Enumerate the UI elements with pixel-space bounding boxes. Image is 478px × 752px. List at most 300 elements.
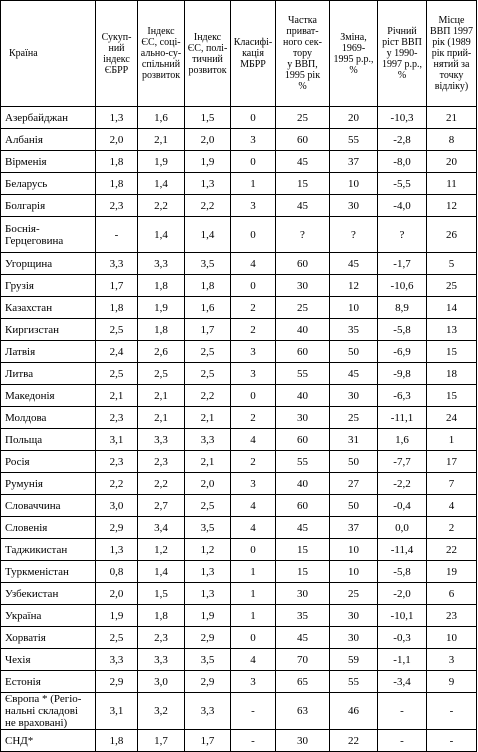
header-line: % [298,81,307,92]
gdp-rank-cell: 24 [427,407,477,429]
country-cell [1,627,96,649]
country-cell [1,730,96,752]
private-share-cell: 45 [276,151,330,173]
ibrd-cell: 1 [231,561,276,583]
ibrd-cell: 2 [231,297,276,319]
ibrd-cell: 0 [231,151,276,173]
ebrd-cell: 2,3 [96,451,138,473]
table-row [1,107,477,129]
change-cell: 30 [330,385,378,407]
table-row [1,605,477,627]
eu-political-cell: 2,2 [185,385,231,407]
gdp-rank-cell: 20 [427,151,477,173]
gdp-growth-cell: -8,0 [378,151,427,173]
country-name-line: Македонія [5,389,55,402]
gdp-growth-cell: -11,4 [378,539,427,561]
eu-social-cell: 3,3 [138,429,185,451]
table-body [1,107,477,752]
gdp-rank-cell: 15 [427,385,477,407]
table-row [1,730,477,752]
header-line: Класифі- [233,37,273,48]
change-cell: 10 [330,539,378,561]
country-name-line: Молдова [5,411,47,424]
table-row [1,217,477,253]
ebrd-cell: 1,8 [96,151,138,173]
ibrd-cell: 3 [231,473,276,495]
gdp-rank-cell: 17 [427,451,477,473]
table-row [1,583,477,605]
header-line: ного сек- [283,37,322,48]
eu-social-cell: 1,9 [138,151,185,173]
gdp-growth-cell: -3,4 [378,671,427,693]
eu-political-cell: 1,5 [185,107,231,129]
eu-political-cell: 2,9 [185,671,231,693]
change-cell: 30 [330,195,378,217]
table-row [1,649,477,671]
change-cell: 59 [330,649,378,671]
table-row [1,693,477,730]
header-line: індекс [103,53,130,65]
table-row [1,451,477,473]
eu-social-cell: 2,7 [138,495,185,517]
gdp-rank-cell: 1 [427,429,477,451]
ebrd-cell: 1,8 [96,173,138,195]
header-row [1,1,477,107]
gdp-rank-cell: 8 [427,129,477,151]
eu-social-cell: 2,2 [138,195,185,217]
header-line: 1995 р.р., [333,53,374,65]
change-cell: 10 [330,173,378,195]
gdp-growth-cell: -1,7 [378,253,427,275]
eu-social-cell: 1,7 [138,730,185,752]
eu-political-cell: 1,7 [185,319,231,341]
country-name-line: Румунія [5,477,43,490]
private-share-cell: 60 [276,495,330,517]
ibrd-cell: 3 [231,671,276,693]
header-line: Місце [438,15,465,26]
private-share-cell: 30 [276,275,330,297]
gdp-rank-cell: 18 [427,363,477,385]
ibrd-cell: 4 [231,495,276,517]
gdp-growth-cell: -2,0 [378,583,427,605]
header-line: рік прий- [431,48,472,59]
header-line: розвиток [188,64,227,76]
change-cell: 45 [330,253,378,275]
change-cell: 50 [330,341,378,363]
gdp-rank-cell: 22 [427,539,477,561]
header-eu-social-index [138,1,185,107]
private-share-cell: 65 [276,671,330,693]
country-name-line: Вірменія [5,155,47,168]
gdp-rank-cell: 10 [427,627,477,649]
country-name-line: СНД* [5,734,34,747]
country-cell [1,297,96,319]
country-name-line: Азербайджан [5,111,69,124]
ibrd-cell: 1 [231,605,276,627]
change-cell: 12 [330,275,378,297]
country-name-line: нальні складові [5,705,79,717]
gdp-growth-cell: -1,1 [378,649,427,671]
country-cell [1,451,96,473]
private-share-cell: 60 [276,129,330,151]
change-cell: 10 [330,561,378,583]
gdp-rank-cell: 7 [427,473,477,495]
country-cell [1,319,96,341]
ebrd-cell: 3,3 [96,649,138,671]
header-line: тичний [192,53,223,65]
table-row [1,151,477,173]
eu-social-cell: 1,4 [138,561,185,583]
ebrd-cell: 2,9 [96,671,138,693]
country-name-line: Киргизстан [5,323,60,336]
header-line: Індекс [147,26,175,37]
change-cell: 25 [330,583,378,605]
eu-political-cell: 3,5 [185,253,231,275]
gdp-growth-cell: 0,0 [378,517,427,539]
eu-political-cell: 2,1 [185,407,231,429]
eu-political-cell: 2,0 [185,129,231,151]
gdp-growth-cell: - [378,693,427,730]
change-cell: 30 [330,627,378,649]
eu-social-cell: 2,1 [138,385,185,407]
ebrd-cell: 2,0 [96,583,138,605]
country-cell [1,473,96,495]
ebrd-cell: 2,5 [96,319,138,341]
gdp-growth-cell: -5,5 [378,173,427,195]
private-share-cell: 45 [276,195,330,217]
private-share-cell: ? [276,217,330,253]
country-cell [1,605,96,627]
eu-political-cell: 1,3 [185,561,231,583]
gdp-rank-cell: 14 [427,297,477,319]
private-share-cell: 25 [276,297,330,319]
ibrd-cell: 0 [231,385,276,407]
private-share-cell: 30 [276,407,330,429]
ibrd-cell: 3 [231,341,276,363]
eu-social-cell: 2,6 [138,341,185,363]
eu-social-cell: 3,3 [138,253,185,275]
gdp-growth-cell: - [378,730,427,752]
private-share-cell: 30 [276,583,330,605]
change-cell: 46 [330,693,378,730]
eu-political-cell: 1,2 [185,539,231,561]
country-cell [1,385,96,407]
header-line: Країна [9,48,38,59]
gdp-growth-cell: -6,9 [378,341,427,363]
eu-social-cell: 1,8 [138,275,185,297]
gdp-growth-cell: -0,4 [378,495,427,517]
table-row [1,297,477,319]
gdp-growth-cell: 1,6 [378,429,427,451]
eu-social-cell: 2,3 [138,451,185,473]
private-share-cell: 40 [276,473,330,495]
country-name-line: Європа * (Регіо- [5,693,82,705]
header-ebrd-index [96,1,138,107]
eu-political-cell: 2,5 [185,341,231,363]
country-name-line: Герцеговина [5,234,64,247]
eu-social-cell: 2,1 [138,129,185,151]
country-cell [1,693,96,730]
gdp-growth-cell: 8,9 [378,297,427,319]
country-cell [1,107,96,129]
ibrd-cell: 2 [231,319,276,341]
gdp-growth-cell: -10,3 [378,107,427,129]
header-line: Річний [387,26,417,37]
header-line: 1969- [341,42,366,54]
country-cell [1,275,96,297]
eu-social-cell: 1,4 [138,217,185,253]
change-cell: 20 [330,107,378,129]
eu-political-cell: 1,6 [185,297,231,319]
gdp-growth-cell: -6,3 [378,385,427,407]
country-name-line: Польща [5,433,43,446]
eu-political-cell: 2,1 [185,451,231,473]
eu-political-cell: 3,5 [185,649,231,671]
table-row [1,429,477,451]
eu-political-cell: 2,5 [185,495,231,517]
header-country [1,1,96,107]
header-line: Зміна, [340,31,367,43]
header-line: МБРР [240,59,266,70]
ebrd-cell: 1,9 [96,605,138,627]
eu-social-cell: 2,1 [138,407,185,429]
header-line: 1995 рік [284,70,321,81]
ibrd-cell: - [231,693,276,730]
eu-political-cell: 1,8 [185,275,231,297]
country-cell [1,495,96,517]
country-name-line: Албанія [5,133,43,146]
header-ibrd-classification [231,1,276,107]
private-share-cell: 60 [276,429,330,451]
header-line: 1997 р.р., [382,59,422,70]
private-share-cell: 55 [276,451,330,473]
private-share-cell: 15 [276,173,330,195]
country-name-line: не враховані) [5,717,68,729]
country-cell [1,341,96,363]
eu-social-cell: 3,4 [138,517,185,539]
gdp-growth-cell: -10,1 [378,605,427,627]
country-cell [1,539,96,561]
private-share-cell: 40 [276,319,330,341]
table-row [1,495,477,517]
eu-social-cell: 1,9 [138,297,185,319]
ebrd-cell: 1,7 [96,275,138,297]
country-cell [1,649,96,671]
table-row [1,275,477,297]
change-cell: 10 [330,297,378,319]
private-share-cell: 30 [276,730,330,752]
eu-political-cell: 2,9 [185,627,231,649]
country-cell [1,129,96,151]
header-line: розвиток [141,70,181,81]
header-change [330,1,378,107]
ibrd-cell: 4 [231,649,276,671]
ebrd-cell: 3,1 [96,693,138,730]
ebrd-cell: 2,3 [96,195,138,217]
table-row [1,671,477,693]
table-row [1,195,477,217]
country-cell [1,363,96,385]
gdp-rank-cell: 12 [427,195,477,217]
eu-social-cell: 2,2 [138,473,185,495]
change-cell: ? [330,217,378,253]
eu-social-cell: 1,8 [138,605,185,627]
ibrd-cell: 3 [231,195,276,217]
eu-political-cell: 3,5 [185,517,231,539]
gdp-rank-cell: 5 [427,253,477,275]
header-line: Сукуп- [101,31,132,43]
table-row [1,253,477,275]
header-eu-political-index [185,1,231,107]
change-cell: 50 [330,495,378,517]
country-cell [1,583,96,605]
country-cell [1,517,96,539]
ebrd-cell: 2,3 [96,407,138,429]
header-line: рік (1989 [432,37,471,48]
change-cell: 25 [330,407,378,429]
ebrd-cell: 2,9 [96,517,138,539]
gdp-rank-cell: - [427,730,477,752]
ebrd-cell: 2,0 [96,129,138,151]
gdp-growth-cell: -11,1 [378,407,427,429]
change-cell: 50 [330,451,378,473]
gdp-growth-cell: -5,8 [378,319,427,341]
change-cell: 30 [330,605,378,627]
gdp-growth-cell: ? [378,217,427,253]
ibrd-cell: 2 [231,407,276,429]
eu-social-cell: 3,3 [138,649,185,671]
private-share-cell: 55 [276,363,330,385]
country-cell [1,151,96,173]
gdp-rank-cell: 25 [427,275,477,297]
gdp-rank-cell: 11 [427,173,477,195]
country-cell [1,217,96,253]
gdp-rank-cell: 2 [427,517,477,539]
ibrd-cell: 0 [231,217,276,253]
gdp-growth-cell: -10,6 [378,275,427,297]
country-cell [1,429,96,451]
private-share-cell: 60 [276,341,330,363]
private-share-cell: 45 [276,627,330,649]
ibrd-cell: 0 [231,627,276,649]
gdp-rank-cell: 6 [427,583,477,605]
eu-political-cell: 3,3 [185,693,231,730]
private-share-cell: 60 [276,253,330,275]
change-cell: 31 [330,429,378,451]
private-share-cell: 63 [276,693,330,730]
header-line: ний [108,42,125,54]
ebrd-cell: 2,4 [96,341,138,363]
country-name-line: Чехія [5,653,31,666]
header-private-sector-share [276,1,330,107]
country-name-line: Естонія [5,675,41,688]
ebrd-cell: 2,5 [96,627,138,649]
change-cell: 27 [330,473,378,495]
ibrd-cell: 0 [231,107,276,129]
ebrd-cell: 2,2 [96,473,138,495]
gdp-growth-cell: -2,8 [378,129,427,151]
eu-social-cell: 1,8 [138,319,185,341]
ebrd-cell: 3,0 [96,495,138,517]
table-row [1,473,477,495]
gdp-rank-cell: 21 [427,107,477,129]
country-cell [1,173,96,195]
header-line: Частка [288,15,317,26]
header-line: ально-су- [140,48,182,59]
gdp-rank-cell: - [427,693,477,730]
country-cell [1,407,96,429]
gdp-rank-cell: 3 [427,649,477,671]
country-name-line: Болгарія [5,199,46,212]
eu-social-cell: 1,2 [138,539,185,561]
table-row [1,539,477,561]
ebrd-cell: 2,5 [96,363,138,385]
country-name-line: Грузія [5,279,34,292]
gdp-rank-cell: 23 [427,605,477,627]
private-share-cell: 15 [276,561,330,583]
country-name-line: Таджикистан [5,543,68,556]
table-row [1,173,477,195]
gdp-rank-cell: 19 [427,561,477,583]
gdp-growth-cell: -0,3 [378,627,427,649]
country-name-line: Узбекистан [5,587,59,600]
eu-political-cell: 1,4 [185,217,231,253]
ibrd-cell: 1 [231,173,276,195]
change-cell: 45 [330,363,378,385]
gdp-rank-cell: 15 [427,341,477,363]
country-name-line: Хорватія [5,631,46,644]
change-cell: 37 [330,151,378,173]
ibrd-cell: - [231,730,276,752]
country-cell [1,561,96,583]
ibrd-cell: 0 [231,275,276,297]
ebrd-cell: - [96,217,138,253]
ebrd-cell: 2,1 [96,385,138,407]
header-line: тору [292,48,313,59]
gdp-rank-cell: 4 [427,495,477,517]
country-cell [1,195,96,217]
country-name-line: Словаччина [5,499,61,512]
eu-social-cell: 1,6 [138,107,185,129]
eu-social-cell: 2,3 [138,627,185,649]
country-name-line: Беларусь [5,177,48,190]
private-share-cell: 70 [276,649,330,671]
header-line: ЄС, соці- [141,37,181,48]
country-name-line: Литва [5,367,34,380]
header-line: нятий за [433,59,470,70]
gdp-rank-cell: 9 [427,671,477,693]
country-name-line: Україна [5,609,42,622]
eu-political-cell: 2,2 [185,195,231,217]
eu-political-cell: 1,7 [185,730,231,752]
eu-social-cell: 2,5 [138,363,185,385]
country-name-line: Казахстан [5,301,53,314]
change-cell: 35 [330,319,378,341]
private-share-cell: 40 [276,385,330,407]
table-row [1,407,477,429]
header-line: точку [439,70,464,81]
country-cell [1,253,96,275]
gdp-rank-cell: 13 [427,319,477,341]
private-share-cell: 15 [276,539,330,561]
table-row [1,385,477,407]
ibrd-cell: 0 [231,539,276,561]
ibrd-cell: 4 [231,517,276,539]
gdp-growth-cell: -2,2 [378,473,427,495]
header-line: у ВВП, [287,59,318,70]
ibrd-cell: 3 [231,129,276,151]
ebrd-cell: 3,1 [96,429,138,451]
